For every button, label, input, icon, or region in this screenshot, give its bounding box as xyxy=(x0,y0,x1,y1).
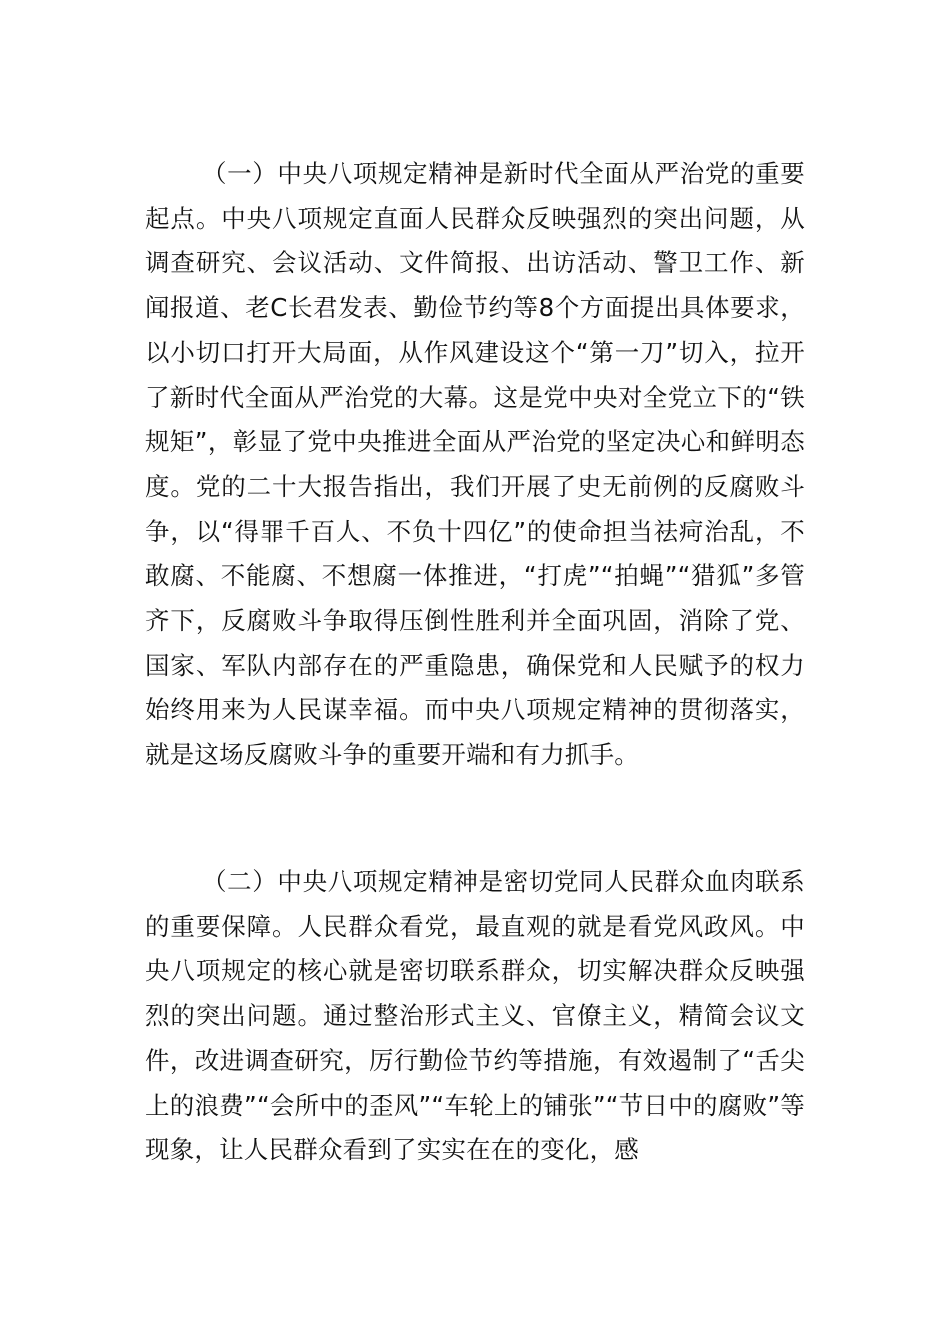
paragraph-1: （一）中央八项规定精神是新时代全面从严治党的重要起点。中央八项规定直面人民群众反映强烈的突出问题，从调查研究、会议活动、文件简报、出访活动、警卫工作、新闻报道、老C长君发表、勤俭节约等8个方面提出具体要求，以小切口打开大局面，从作风建设这个“第一刀”切入，拉开了新时代全面从严治党的大幕。这是党中央对全党立下的“铁规矩”，彰显了党中央推进全面从严治党的坚定决心和鲜明态度。党的二十大报告指出，我们开展了史无前例的反腐败斗争，以“得罪千百人、不负十四亿”的使命担当祛疴治乱，不敢腐、不能腐、不想腐一体推进，“打虎”“拍蝇”“猎狐”多管齐下，反腐败斗争取得压倒性胜利并全面巩固，消除了党、国家、军队内部存在的严重隐患，确保党和人民赋予的权力始终用来为人民谋幸福。而中央八项规定精神的贯彻落实，就是这场反腐败斗争的重要开端和有力抓手。 xyxy=(145,159,805,770)
paragraph-2: （二）中央八项规定精神是密切党同人民群众血肉联系的重要保障。人民群众看党，最直观的就是看党风政风。中央八项规定的核心就是密切联系群众，切实解决群众反映强烈的突出问题。通过整治形式主义、官僚主义，精简会议文件，改进调查研究，厉行勤俭节约等措施，有效遏制了“舌尖上的浪费”“会所中的歪风”“车轮上的铺张”“节日中的腐败”等现象，让人民群众看到了实实在在的变化，感 xyxy=(145,867,805,1165)
